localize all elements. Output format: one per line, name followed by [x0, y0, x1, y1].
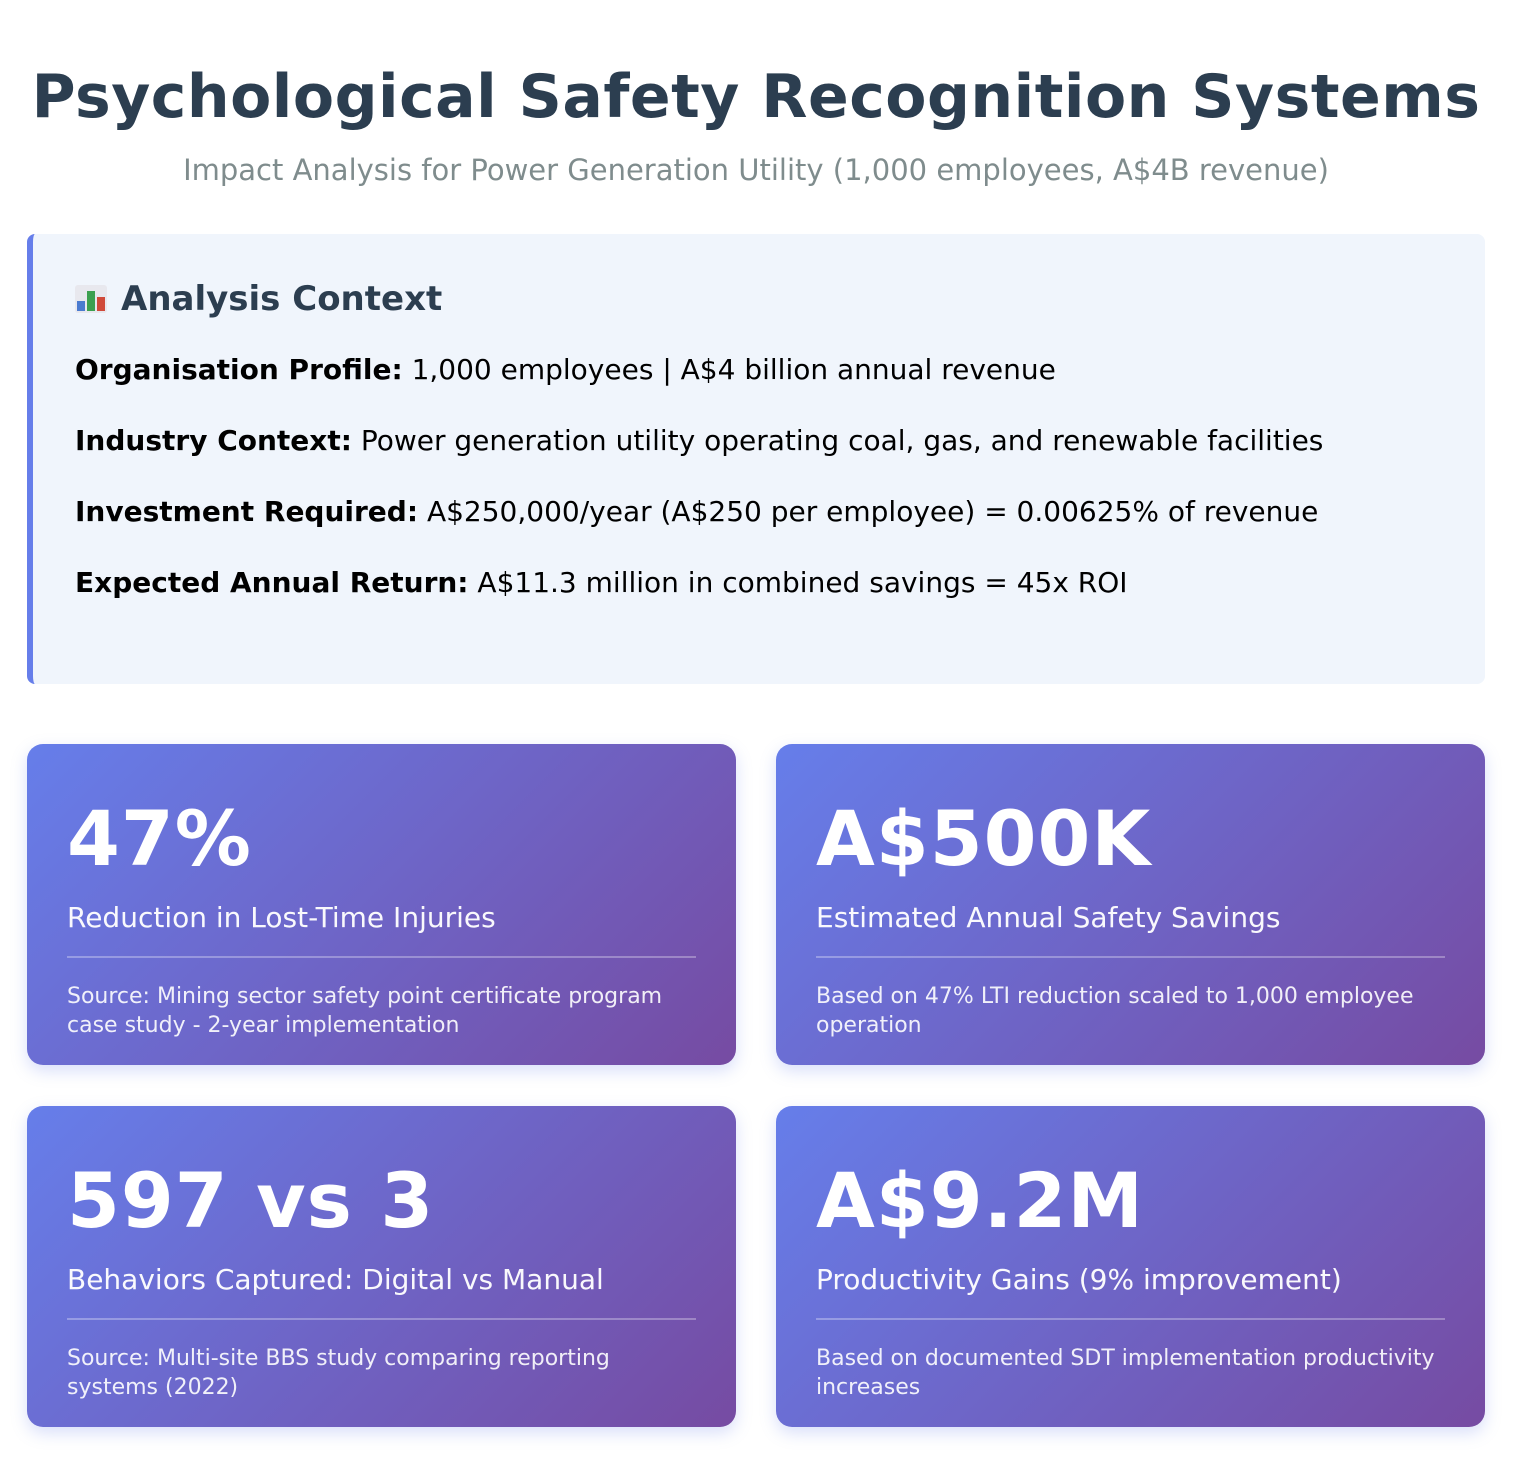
context-row-value: Power generation utility operating coal, gas, and renewable facilities [360, 424, 1324, 457]
context-row-industry-context [75, 423, 1443, 459]
analysis-context-title: Analysis Context [121, 279, 443, 319]
bar-chart-icon [75, 285, 107, 313]
metric-label: Reduction in Lost-Time Injuries [67, 901, 496, 934]
page-title: Psychological Safety Recognition Systems [31, 62, 1481, 132]
context-row-label: Organisation Profile: [75, 353, 403, 386]
analysis-context-panel [27, 234, 1485, 684]
analysis-context-heading [75, 274, 1443, 324]
context-row-label: Industry Context: [75, 424, 352, 457]
metric-value: A$500K [816, 794, 1152, 883]
metric-card-lti-reduction [27, 744, 736, 1065]
context-row-expected-annual-return [75, 565, 1443, 601]
metric-value: 597 vs 3 [67, 1156, 435, 1245]
page-subtitle: Impact Analysis for Power Generation Utility (1,000 employees, A$4B revenue) [183, 153, 1329, 187]
metric-source: Source: Multi-site BBS study comparing reporting systems (2022) [67, 1346, 610, 1400]
metric-label: Behaviors Captured: Digital vs Manual [67, 1263, 604, 1296]
metric-divider [67, 956, 696, 958]
metric-card-productivity-gains [776, 1106, 1485, 1427]
metric-source: Based on 47% LTI reduction scaled to 1,000 employee operation [816, 984, 1414, 1038]
metric-card-behaviors-captured [27, 1106, 736, 1427]
metric-divider [816, 1318, 1445, 1320]
context-row-investment-required [75, 494, 1443, 530]
metric-divider [67, 1318, 696, 1320]
page [27, 0, 1485, 1400]
context-row-organisation-profile [75, 352, 1443, 388]
metric-value: A$9.2M [816, 1156, 1144, 1245]
context-row-label: Investment Required: [75, 495, 419, 528]
context-row-value: A$250,000/year (A$250 per employee) = 0.00625% of revenue [426, 495, 1319, 528]
metric-value: 47% [67, 794, 252, 883]
context-row-value: 1,000 employees | A$4 billion annual revenue [411, 353, 1056, 386]
metric-card-safety-savings [776, 744, 1485, 1065]
context-row-value: A$11.3 million in combined savings = 45x ROI [477, 566, 1128, 599]
metric-label: Estimated Annual Safety Savings [816, 901, 1281, 934]
metric-source: Source: Mining sector safety point certificate program case study - 2-year implementation [67, 984, 663, 1038]
metric-label: Productivity Gains (9% improvement) [816, 1263, 1342, 1296]
context-row-label: Expected Annual Return: [75, 566, 469, 599]
metric-divider [816, 956, 1445, 958]
metric-source: Based on documented SDT implementation productivity increases [816, 1346, 1435, 1400]
metric-cards-grid [27, 744, 1485, 1427]
